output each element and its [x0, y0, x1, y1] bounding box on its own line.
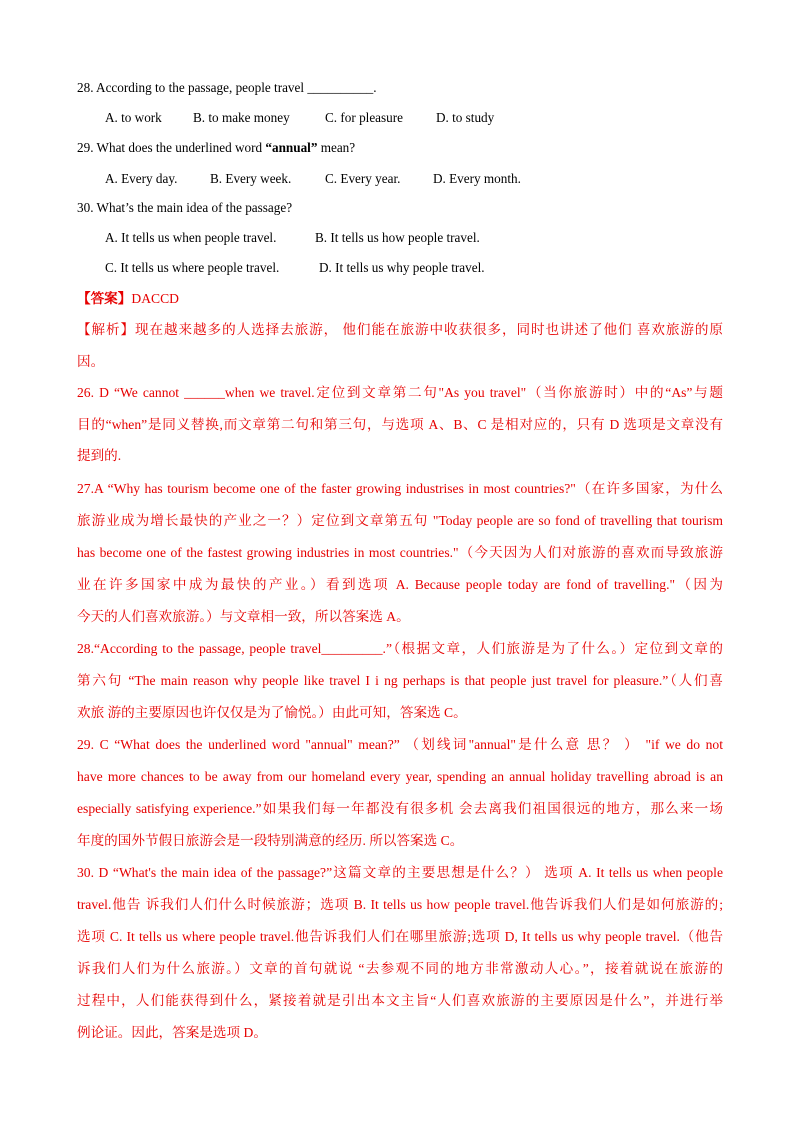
analysis-line: 29. C “What does the underlined word "annual" mean?” （划线词"annual"是什么意 思？ ） "if we do not	[77, 737, 723, 752]
q30-option-a: A. It tells us when people travel.	[105, 230, 277, 245]
analysis-line: 旅游业成为增长最快的产业之一？）定位到文章第五句 "Today people are so fond of travelling that tourism	[77, 513, 723, 528]
q28-option-a: A. to work	[105, 110, 162, 125]
question-28-stem: 28. According to the passage, people travel __________.	[77, 80, 377, 95]
analysis-line: 27.A “Why has tourism become one of the faster growing industrises in most countries?"（在许多国家，为什么	[77, 481, 723, 496]
question-29-stem-end: mean?	[317, 140, 356, 155]
q28-option-b: B. to make money	[193, 110, 290, 125]
q29-option-c: C. Every year.	[325, 171, 401, 186]
analysis-line: especially satisfying experience.”如果我们每一年都没有很多机 会去离我们祖国很远的地方，那么来一场	[77, 801, 723, 816]
analysis-line: 第六句 “The main reason why people like travel I i ng perhaps is that people just travel for pleasure.”（人们喜	[77, 673, 723, 688]
q29-option-a: A. Every day.	[105, 171, 178, 186]
q28-option-d: D. to study	[436, 110, 495, 125]
analysis-line: 提到的.	[77, 448, 122, 463]
answer-label: 【答案】	[77, 291, 132, 306]
analysis-line: 目的“when”是同义替换,而文章第二句和第三句，与选项 A、B、C 是相对应的，只有 D 选项是文章没有	[77, 417, 723, 432]
q29-option-d: D. Every month.	[433, 171, 521, 186]
analysis-line: travel.他告 诉我们人们什么时候旅游；选项 B. It tells us how people travel.他告诉我们人们是如何旅游的;	[77, 897, 723, 912]
analysis-line: 因。	[77, 354, 105, 369]
analysis-line: 今天的人们喜欢旅游。）与文章相一致，所以答案选 A。	[77, 609, 410, 624]
q30-option-d: D. It tells us why people travel.	[319, 260, 485, 275]
analysis-line: 30. D “What's the main idea of the passage?”这篇文章的主要思想是什么？） 选项 A. It tells us when people	[77, 865, 723, 880]
analysis-line: 【解析】现在越来越多的人选择去旅游， 他们能在旅游中收获很多，同时也讲述了他们 喜欢旅游的原	[77, 322, 723, 337]
analysis-line: 26. D “We cannot ______when we travel.定位到文章第二句"As you travel"（当你旅游时）中的“As”与题	[77, 385, 723, 400]
analysis-line: has become one of the fastest growing industries in most countries."（今天因为人们对旅游的喜欢而导致旅游	[77, 545, 723, 560]
question-30-stem: 30. What’s the main idea of the passage?	[77, 200, 293, 215]
question-29-keyword: “annual”	[265, 140, 318, 155]
question-29-stem	[77, 139, 355, 157]
q30-option-b: B. It tells us how people travel.	[315, 230, 480, 245]
answer-value: DACCD	[131, 291, 179, 306]
analysis-line: have more chances to be away from our homeland every year, spending an annual holiday travelling abroad is an	[77, 769, 723, 784]
analysis-line: 选项 C. It tells us where people travel.他告诉我们人们在哪里旅游;选项 D, It tells us why people travel.（他告	[77, 929, 723, 944]
analysis-line: 28.“According to the passage, people travel_________.”（根据文章，人们旅游是为了什么。）定位到文章的	[77, 641, 723, 656]
analysis-line: 例论证。因此，答案是选项 D。	[77, 1025, 267, 1040]
q29-option-b: B. Every week.	[210, 171, 292, 186]
q28-option-c: C. for pleasure	[325, 110, 403, 125]
analysis-line: 诉我们人们为什么旅游。）文章的首句就说 “去参观不同的地方非常激动人心。”，接着就说在旅游的	[77, 961, 723, 976]
question-29-stem-start: 29. What does the underlined word	[77, 140, 266, 155]
analysis-line: 欢旅 游的主要原因也许仅仅是为了愉悦。）由此可知，答案选 C。	[77, 705, 467, 720]
analysis-line: 年度的国外节假日旅游会是一段特别满意的经历. 所以答案选 C。	[77, 833, 464, 848]
q30-option-c: C. It tells us where people travel.	[105, 260, 280, 275]
analysis-line: 业在许多国家中成为最快的产业。）看到选项 A. Because people today are fond of travelling."（因为	[77, 577, 723, 592]
analysis-line: 过程中，人们能获得到什么，紧接着就是引出本文主旨“人们喜欢旅游的主要原因是什么”，并进行举	[77, 993, 723, 1008]
answer-line	[77, 290, 179, 308]
